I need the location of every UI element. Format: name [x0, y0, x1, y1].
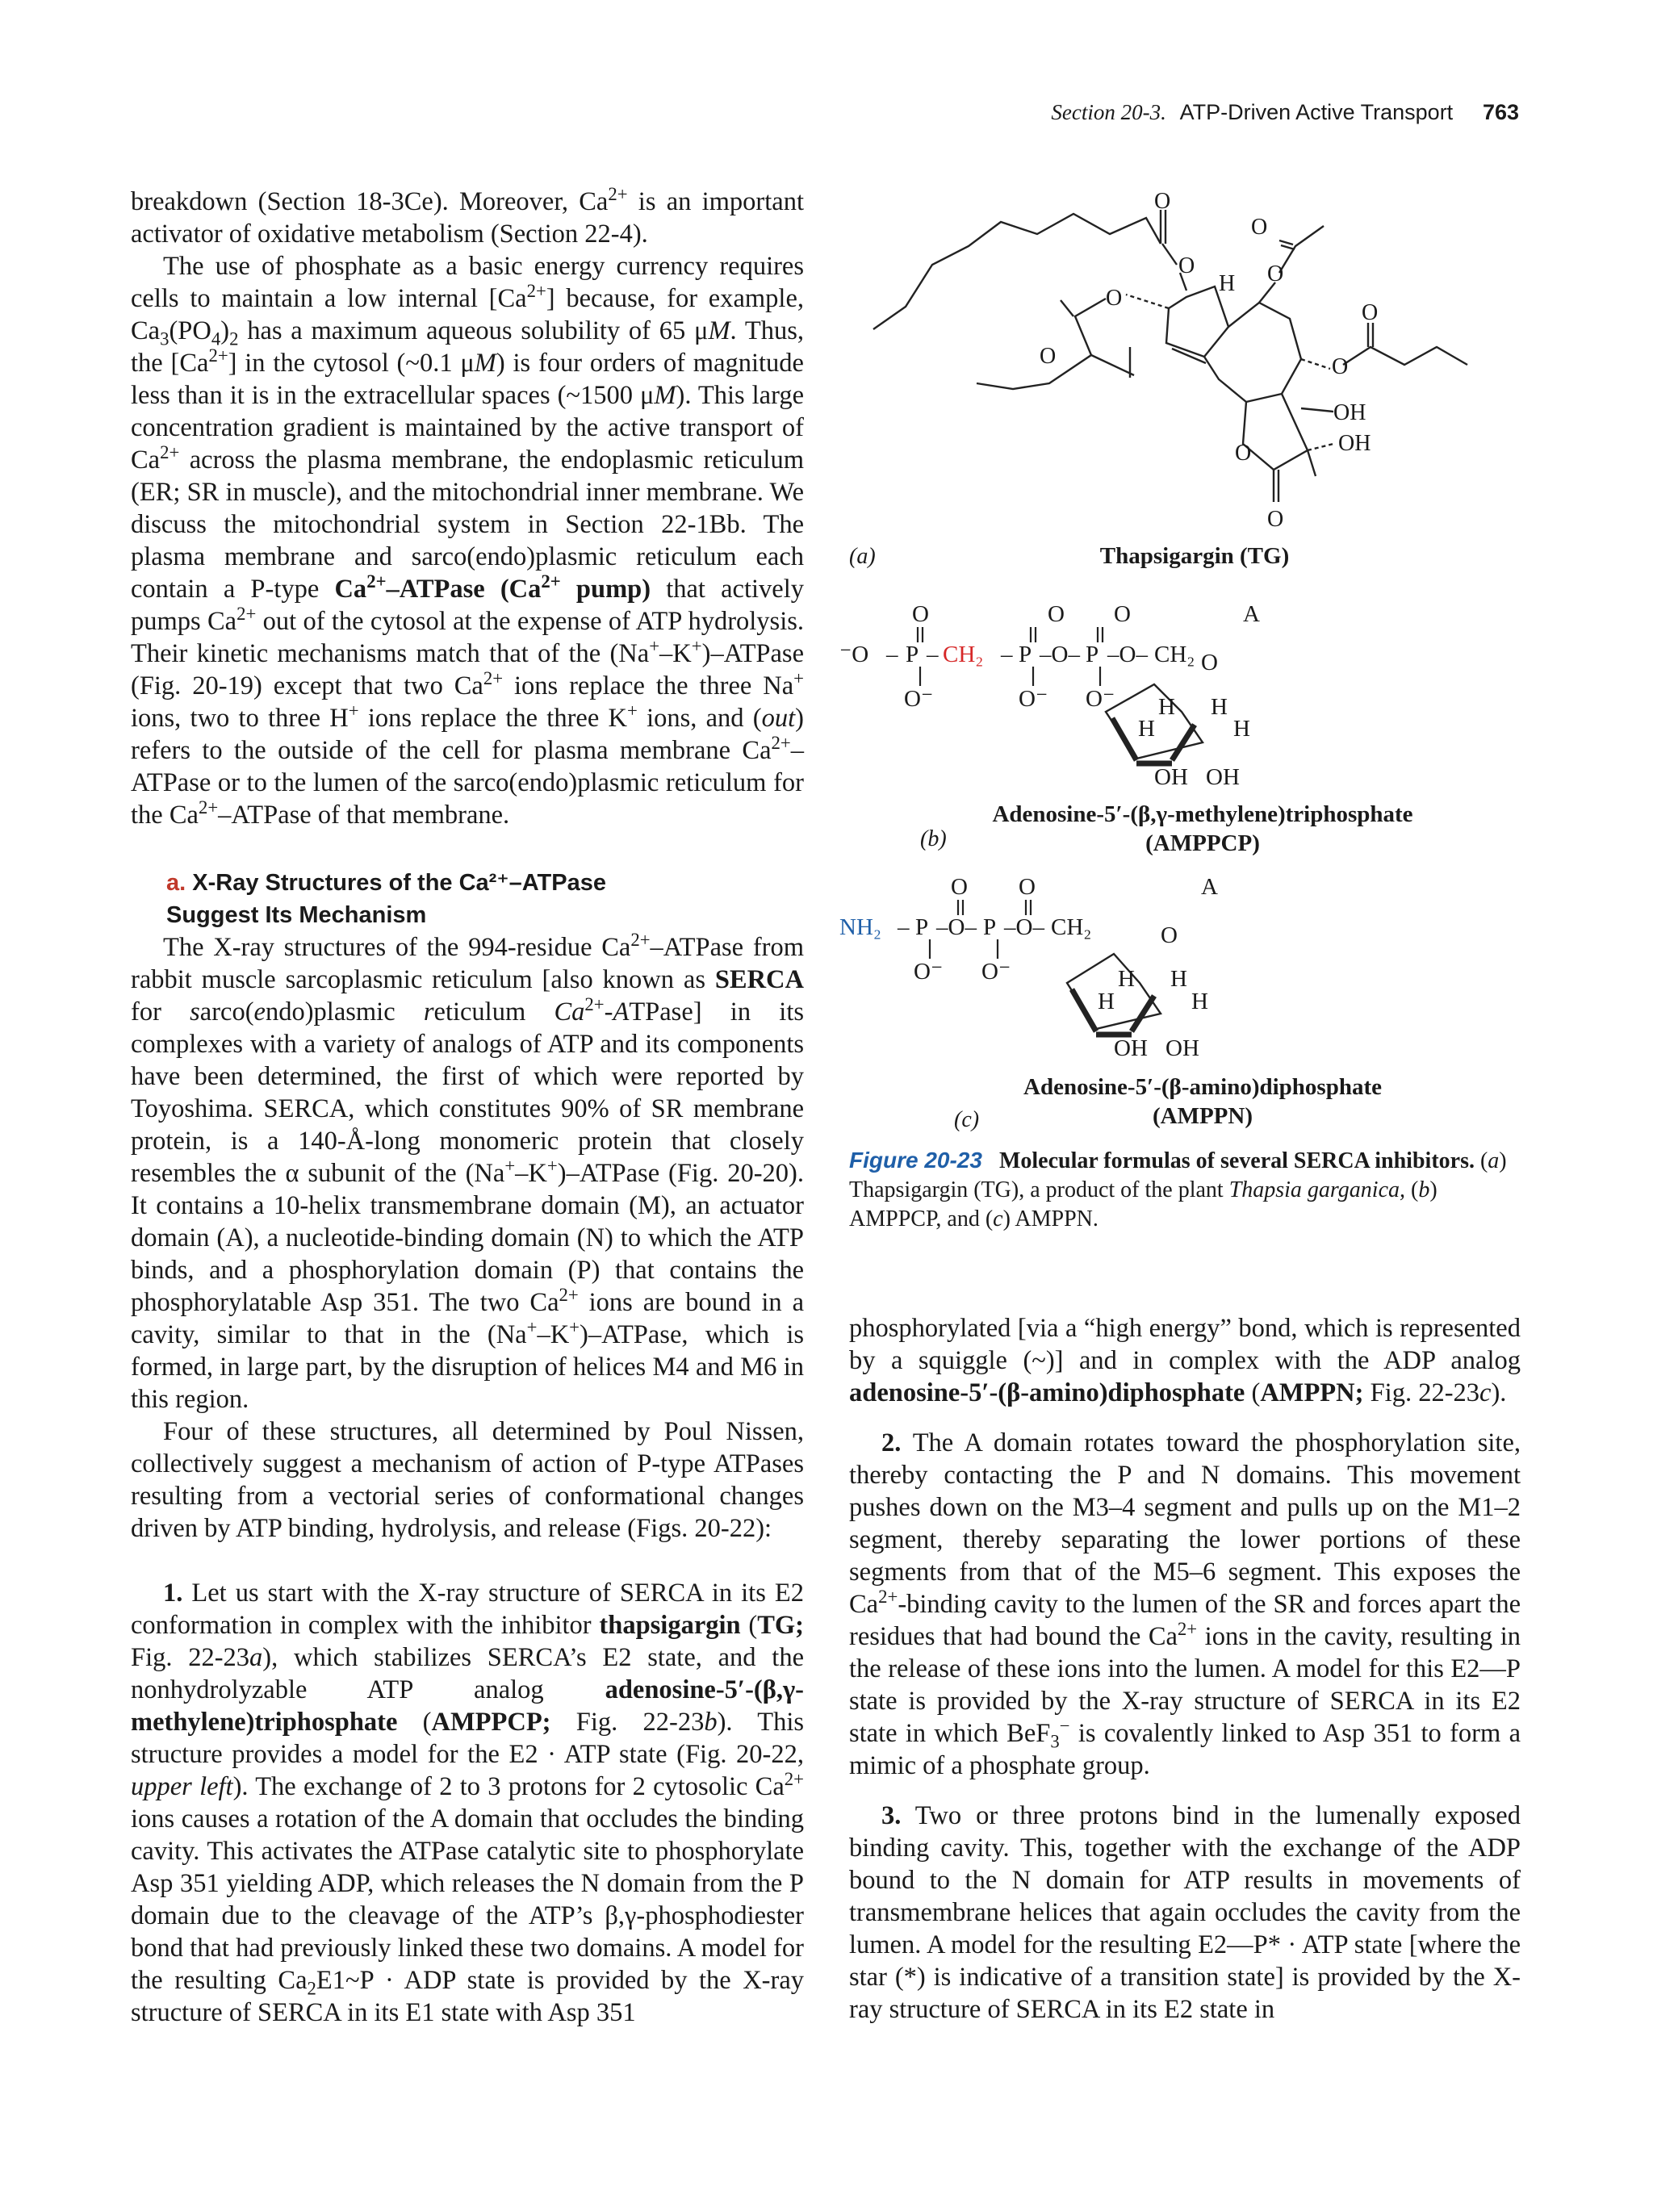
amppcp-atoms: [839, 601, 1260, 790]
svg-text:–: –: [1001, 642, 1013, 667]
header-section: Section 20-3.: [1051, 100, 1166, 124]
atom-label: P: [906, 642, 919, 667]
paragraph: The X-ray structures of the 994-residue $Ca^{2+}$–ATPase from rabbit muscle sarcoplasmic reticulum [also known as SERCA for sarco(endo)plasmic reticulum $Ca^{2+}-ATPase$] in its complexes with a variety of analogs of ATP and its components have been determined, the first of which were reported by Toyoshima. SERCA, which constitutes 90% of SR membrane protein, is a 140-Å-long monomeric protein that closely resembles the α subunit of the (Na+–K+)–ATPase (Fig. 20-20). It contains a 10-helix transmembrane domain (M), an actuator domain (A), a nucleotide-binding domain (N) to which the ATP binds, and a phosphorylation domain (P) that contains the phosphorylatable Asp 351. The two $Ca^{2+}$ ions are bound in a cavity, similar to that in the (Na+–K+)–ATPase, which is formed, in large part, by the disruption of helices M4 and M6 in this region.: [131, 930, 805, 1414]
atom-label: H: [1233, 716, 1250, 742]
heading-letter: a.: [166, 870, 186, 896]
atom-label: O: [1267, 261, 1284, 286]
atom-label: O: [951, 874, 968, 900]
name-amppcp-line2: (AMPPCP): [1145, 830, 1260, 856]
atom-label: OH: [1333, 400, 1366, 425]
atom-label: O: [1267, 507, 1284, 532]
thapsigargin-atoms: [1040, 189, 1378, 532]
atom-label: H: [1170, 966, 1187, 992]
panel-label-a: (a): [849, 544, 876, 569]
atom-label: O: [1114, 601, 1131, 627]
atom-label: O: [1201, 650, 1218, 675]
atom-label: ⁻O: [839, 642, 869, 667]
page-number: 763: [1482, 100, 1519, 124]
name-amppcp-line1: Adenosine-5′-(β,γ-methylene)triphosphate: [992, 801, 1413, 827]
figure-molecules: [839, 178, 1550, 1134]
svg-text:–: –: [886, 642, 898, 667]
paragraph: breakdown (Section 18-3Ce). Moreover, $Ca^{2+}$ is an important activator of oxidative metabolism (Section 22-4).: [131, 184, 804, 249]
atom-label: CH₂: [1051, 914, 1092, 940]
caption-title: Molecular formulas of several SERCA inhibitors.: [998, 1148, 1475, 1173]
atom-label: O: [1019, 874, 1036, 900]
name-amppn-line2: (AMPPN): [1152, 1103, 1253, 1129]
section-heading: [166, 867, 804, 931]
paragraph: Four of these structures, all determined by Poul Nissen, collectively suggest a mechanism of action of P-type ATPases resulting from a vectorial series of conformational changes driven by ATP binding, hydrolysis, and release (Figs. 20-22):: [131, 1417, 804, 1543]
atom-label: O: [1106, 286, 1123, 311]
atom-label: CH₂: [1154, 642, 1195, 667]
atom-label: O⁻: [904, 686, 934, 712]
atom-label: P: [1019, 642, 1032, 667]
right-column: [849, 1312, 1521, 2026]
atom-label: OH: [1206, 764, 1240, 790]
atom-label: O: [1048, 601, 1065, 627]
header-title: ATP-Driven Active Transport: [1179, 100, 1454, 124]
atom-label: H: [1219, 271, 1236, 296]
atom-label: P: [983, 914, 997, 940]
panel-label-b: (b): [920, 826, 947, 851]
atom-label: H: [1191, 989, 1208, 1014]
left-column: [131, 186, 804, 2029]
amino-group: NH₂: [839, 914, 881, 940]
methylene-group: CH₂: [943, 642, 984, 667]
atom-label: O⁻: [1086, 686, 1115, 712]
running-header: [1051, 100, 1519, 125]
atom-label: O: [1362, 300, 1379, 325]
figure-caption: Figure 20-23 Molecular formulas of several SERCA inhibitors. (a) Thapsigargin (TG), a product of the plant Thapsia garganica, (b) AMPPCP, and (c) AMPPN.: [849, 1148, 1507, 1231]
atom-label: OH: [1165, 1035, 1199, 1061]
atom-label: H: [1118, 966, 1135, 992]
atom-label: O⁻: [981, 959, 1011, 985]
svg-text:–O–: –O–: [936, 914, 977, 940]
svg-text:–: –: [927, 642, 939, 667]
caption-number: Figure 20-23: [849, 1148, 982, 1173]
paragraph: 1. Let us start with the X-ray structure of SERCA in its E2 conformation in complex with the inhibitor thapsigargin (TG; Fig. 22-23a), which stabilizes SERCA’s E2 state, and the nonhydrolyzable ATP analog adenosine-5′-(β,γ-methylene)triphosphate (AMPPCP; Fig. 22-23b). This structure provides a model for the E2 · ATP state (Fig. 20-22, upper left). The exchange of 2 to 3 protons for 2 cytosolic $Ca^{2+}$ ions causes a rotation of the A domain that occludes the binding cavity. This activates the ATPase catalytic site to phosphorylate Asp 351 yielding ADP, which releases the N domain from the P domain due to the cleavage of the ATP’s β,γ-phosphodiester bond that had previously linked these two domains. A model for the resulting $Ca_2E1\sim P$ · ADP state is provided by the X-ray structure of SERCA in its E1 state with Asp 351: [131, 1579, 805, 2027]
atom-label: O: [1040, 344, 1057, 369]
atom-label: O: [1332, 354, 1349, 379]
atom-label: O: [1161, 922, 1178, 948]
atom-label: H: [1098, 989, 1115, 1014]
molecule-diagrams: [839, 178, 1550, 1130]
atom-label: O: [1251, 215, 1268, 240]
atom-label: OH: [1114, 1035, 1148, 1061]
atom-label: O⁻: [914, 959, 944, 985]
paragraph: The use of phosphate as a basic energy currency requires cells to maintain a low internal $[Ca^{2+}]$ because, for example, $Ca_3(PO_4)_2$ has a maximum aqueous solubility of 65 μM. Thus, the $[Ca^{2+}]$ in the cytosol (~0.1 μM) is four orders of magnitude less than it is in the extracellular spaces (~1500 μM). This large concentration gradient is maintained by the active transport of $Ca^{2+}$ across the plasma membrane, the endoplasmic reticulum (ER; SR in muscle), and the mitochondrial inner membrane. We discuss the mitochondrial system in Section 22-1Bb. The plasma membrane and sarco(endo)plasmic reticulum each contain a P-type $Ca^{2+}$–ATPase ($Ca^{2+}$ pump) that actively pumps $Ca^{2+}$ out of the cytosol at the expense of ATP hydrolysis. Their kinetic mechanisms match that of the (Na+–K+)–ATPase (Fig. 20-19) except that two $Ca^{2+}$ ions replace the three Na+ ions, two to three H+ ions replace the three K+ ions, and (out) refers to the outside of the cell for plasma membrane $Ca^{2+}$–ATPase or to the lumen of the sarco(endo)plasmic reticulum for the $Ca^{2+}$–ATPase of that membrane.: [131, 252, 804, 830]
paragraph: phosphorylated [via a “high energy” bond, which is represented by a squiggle (~)] and in complex with the ADP analog adenosine-5′-(β-amino)diphosphate (AMPPN; Fig. 22-23c).: [849, 1314, 1521, 1407]
svg-text:–: –: [898, 914, 910, 940]
name-thapsigargin: Thapsigargin (TG): [1099, 543, 1290, 569]
atom-label: O: [912, 601, 929, 627]
heading-line2: Suggest Its Mechanism: [166, 902, 427, 928]
name-amppn-line1: Adenosine-5′-(β-amino)diphosphate: [1023, 1074, 1382, 1100]
paragraph: 3. Two or three protons bind in the lumenally exposed binding cavity. This, together with the exchange of the ADP bound to the N domain for ATP results in movements of transmembrane helices that again occludes the cavity from the lumen. A model for the resulting E2—P* · ATP state [where the star (*) is indicative of a transition state] is provided by the X-ray structure of SERCA in its E2 state in: [849, 1801, 1521, 2024]
atom-label: H: [1138, 716, 1155, 742]
atom-label: OH: [1154, 764, 1188, 790]
atom-label: O: [1154, 189, 1171, 214]
atom-label: A: [1201, 874, 1218, 900]
svg-text:–O–: –O–: [1004, 914, 1044, 940]
atom-label: H: [1158, 694, 1175, 720]
molecule-names: [992, 543, 1412, 1129]
atom-label: O: [1178, 253, 1195, 278]
atom-label: O: [1235, 441, 1252, 466]
paragraph: 2. The A domain rotates toward the phosphorylation site, thereby contacting the P and N domains. This movement pushes down on the M3–4 segment and pulls up on the M1–2 segment, thereby separating the lower portions of these segments from that of the M5–6 segment. This exposes the $Ca^{2+}$-binding cavity to the lumen of the SR and forces apart the residues that had bound the $Ca^{2+}$ ions in the cavity, resulting in the release of these ions into the lumen. A model for this E2—P state is provided by the X-ray structure of SERCA in its E2 state in which BeF$_3$− is covalently linked to Asp 351 to form a mimic of a phosphate group.: [849, 1428, 1521, 1780]
panel-label-c: (c): [954, 1107, 980, 1132]
svg-text:–O–: –O–: [1107, 642, 1148, 667]
heading-line1: X-Ray Structures of the Ca²⁺–ATPase: [192, 870, 606, 896]
atom-label: H: [1211, 694, 1228, 720]
atom-label: O⁻: [1019, 686, 1048, 712]
atom-label: A: [1243, 601, 1260, 627]
amppn-atoms: [839, 874, 1218, 1061]
atom-label: P: [1086, 642, 1099, 667]
atom-label: P: [915, 914, 929, 940]
svg-text:–O–: –O–: [1040, 642, 1080, 667]
atom-label: OH: [1338, 431, 1371, 456]
